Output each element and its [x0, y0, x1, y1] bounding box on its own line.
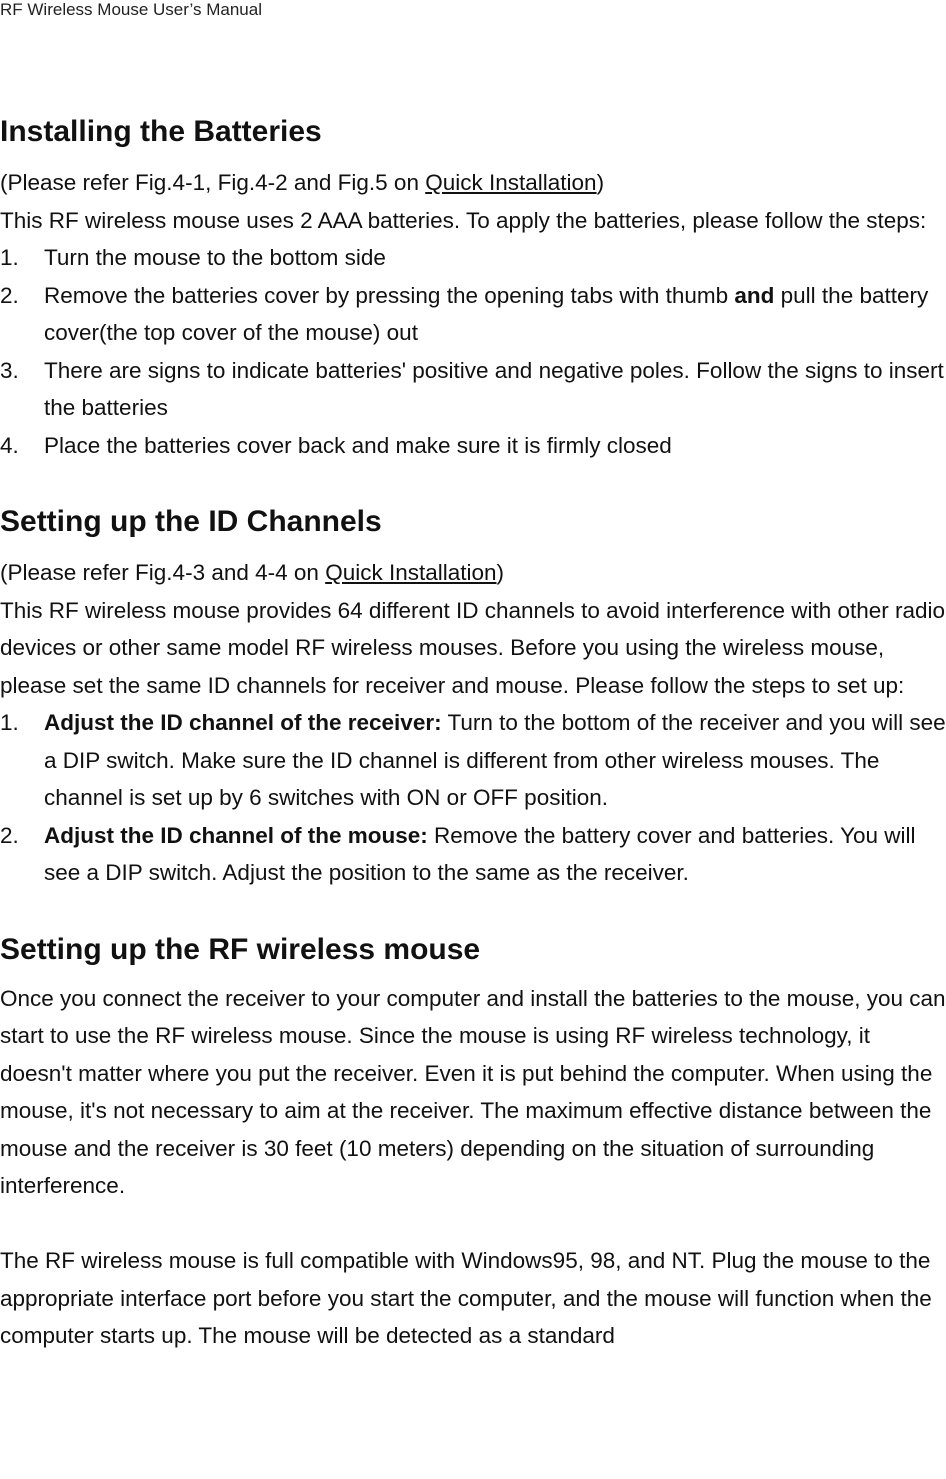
body-paragraph: Once you connect the receiver to your computer and install the batteries to the mouse, you can start to use the RF wireless mouse. Since the mouse is using RF wireless technology, it doesn't matter where you put the receiver. Even it is put behind the computer. When using the mouse, it's not necessary to aim at the receiver. The maximum effective distance between the mouse and the receiver is 30 feet (10 meters) depending on the situation of surrounding interference. — [0, 985, 946, 1198]
step-text: Turn to the bottom of the receiver and you will see a DIP switch. Make sure the ID channel is different from other wireless mouses. The channel is set up by 6 switches with ON or OFF position. — [44, 710, 946, 810]
list-item — [0, 704, 946, 817]
step-number: 1. — [0, 710, 19, 735]
list-item — [0, 239, 946, 277]
step-emphasis: and — [734, 282, 775, 308]
step-number: 1. — [0, 245, 19, 270]
step-text: Remove the battery cover and batteries. You will see a DIP switch. Adjust the position to the same as the receiver. — [44, 822, 916, 885]
manual-content — [0, 112, 946, 1355]
quick-installation-link[interactable]: Quick Installation — [325, 560, 497, 585]
quick-installation-link[interactable]: Quick Installation — [425, 170, 597, 195]
step-text: pull the battery cover(the top cover of the mouse) out — [44, 282, 929, 345]
section-intro: This RF wireless mouse provides 64 different ID channels to avoid interference with other radio devices or other same model RF wireless mouses. Before you using the wireless mouse, please set the same ID channels for receiver and mouse. Please follow the steps to set up: — [0, 597, 946, 698]
section-heading: Setting up the ID Channels — [0, 505, 382, 538]
body-paragraph: The RF wireless mouse is full compatible with Windows95, 98, and NT. Plug the mouse to the appropriate interface port before you start the computer, and the mouse will function when the computer starts up. The mouse will be detected as a standard — [0, 1248, 932, 1348]
section-heading: Setting up the RF wireless mouse — [0, 932, 481, 966]
step-title: Adjust the ID channel of the receiver: — [44, 710, 442, 735]
step-text: Remove the batteries cover by pressing the opening tabs with thumb — [44, 282, 735, 308]
step-text: Place the batteries cover back and make sure it is firmly closed — [44, 432, 672, 458]
step-number: 2. — [0, 282, 19, 308]
installing-batteries-section — [0, 112, 946, 464]
section-intro: This RF wireless mouse uses 2 AAA batteries. To apply the batteries, please follow the steps: — [0, 207, 927, 233]
battery-steps-list — [0, 239, 946, 464]
running-header: RF Wireless Mouse User’s Manual — [0, 0, 262, 19]
section-heading: Installing the Batteries — [0, 115, 322, 148]
step-text: Turn the mouse to the bottom side — [44, 245, 386, 270]
list-item — [0, 427, 946, 465]
step-title: Adjust the ID channel of the mouse: — [44, 822, 428, 848]
wireless-mouse-setup-section — [0, 930, 946, 1355]
step-number: 4. — [0, 432, 19, 458]
step-number: 3. — [0, 357, 19, 383]
step-number: 2. — [0, 822, 19, 848]
paragraph-spacer — [0, 1205, 946, 1243]
step-text: There are signs to indicate batteries' positive and negative poles. Follow the signs to insert the batteries — [44, 357, 944, 420]
figure-reference: (Please refer Fig.4-1, Fig.4-2 and Fig.5 on Quick Installation) — [0, 170, 605, 195]
id-channels-section — [0, 502, 946, 892]
id-channel-steps-list — [0, 704, 946, 892]
list-item — [0, 277, 946, 352]
figure-reference: (Please refer Fig.4-3 and 4-4 on Quick Installation) — [0, 560, 505, 585]
list-item — [0, 352, 946, 427]
list-item — [0, 817, 946, 892]
